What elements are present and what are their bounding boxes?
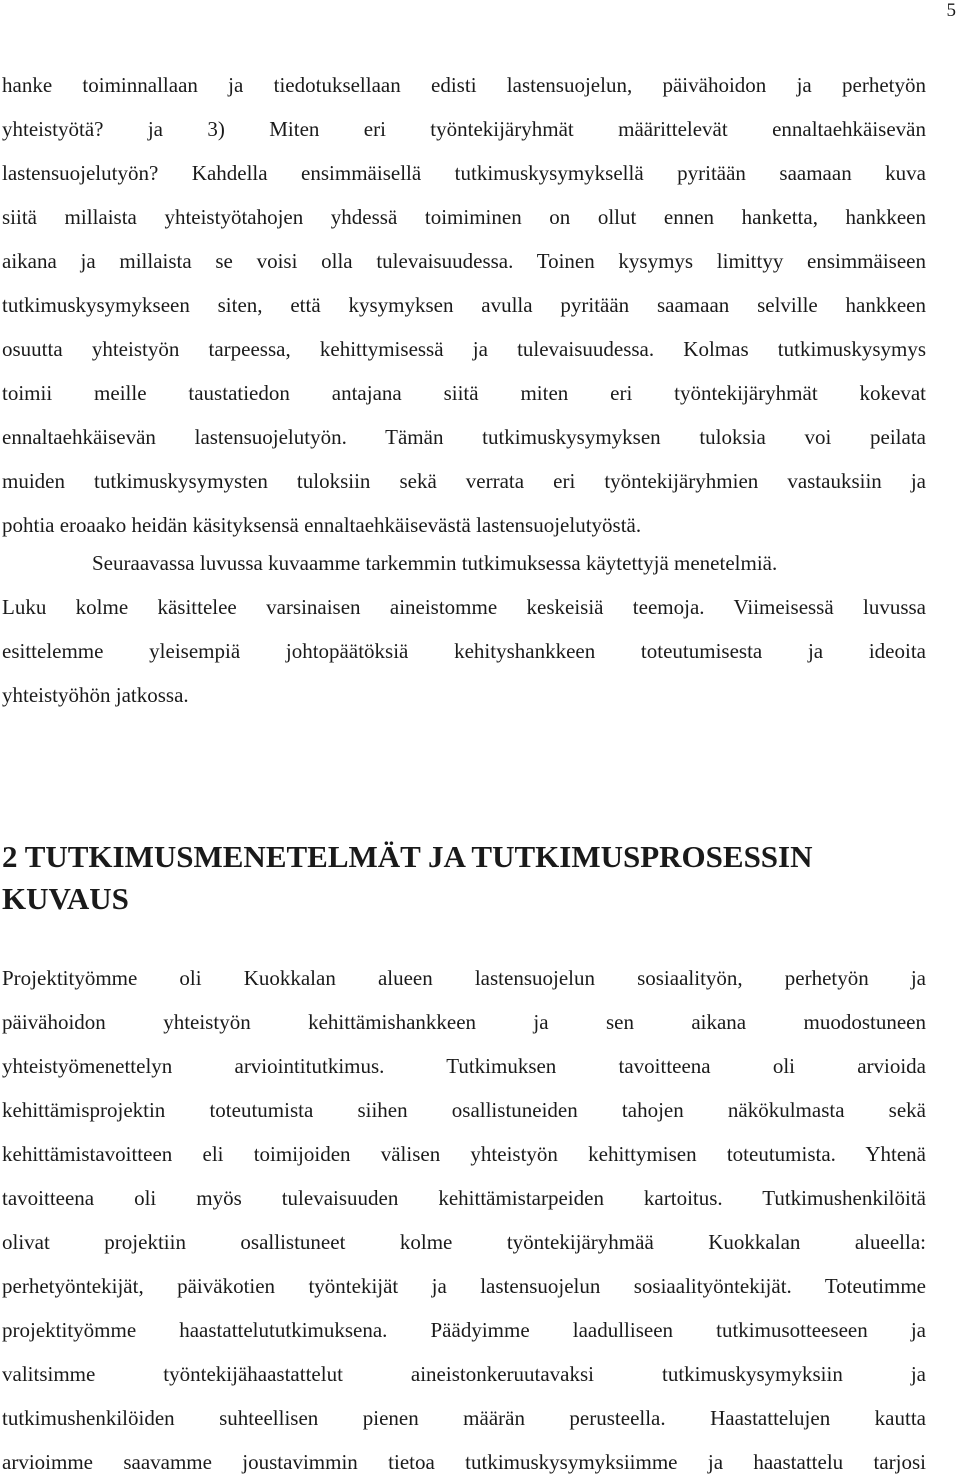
text-line: toimii meille taustatiedon antajana siitä miten eri työntekijäryhmät kokevat [2,381,926,405]
text-line: osuutta yhteistyön tarpeessa, kehittymisessä ja tulevaisuudessa. Kolmas tutkimuskysymys [2,337,926,361]
text-line: arvioimme saavamme joustavimmin tietoa tutkimuskysymyksiimme ja haastattelu tarjosi [2,1450,926,1474]
chapter-heading-line: KUVAUS [2,881,129,916]
text-line: tutkimuskysymykseen siten, että kysymyksen avulla pyritään saamaan selville hankkeen [2,293,926,317]
text-line: muiden tutkimuskysymysten tuloksiin sekä verrata eri työntekijäryhmien vastauksiin ja [2,469,926,493]
text-line: aikana ja millaista se voisi olla tulevaisuudessa. Toinen kysymys limittyy ensimmäiseen [2,249,926,273]
text-line: yhteistyömenettelyn arviointitutkimus. Tutkimuksen tavoitteena oli arvioida [2,1054,926,1078]
text-line: Seuraavassa luvussa kuvaamme tarkemmin tutkimuksessa käytettyjä menetelmiä. [92,551,778,575]
text-line: ennaltaehkäisevän lastensuojelutyön. Tämän tutkimuskysymyksen tuloksia voi peilata [2,425,926,449]
paragraph-research-questions [2,63,926,547]
text-line: valitsimme työntekijähaastattelut aineistonkeruutavaksi tutkimuskysymyksiin ja [2,1362,926,1386]
paragraph-project-description [2,956,926,1484]
text-line: Projektityömme oli Kuokkalan alueen lastensuojelun sosiaalityön, perhetyön ja [2,966,926,990]
text-line: lastensuojelutyön? Kahdella ensimmäisellä tutkimuskysymyksellä pyritään saamaan kuva [2,161,926,185]
chapter-heading [2,836,926,920]
text-line: projektityömme haastattelututkimuksena. Päädyimme laadulliseen tutkimusotteeseen ja [2,1318,926,1342]
text-line: esittelemme yleisempiä johtopäätöksiä kehityshankkeen toteutumisesta ja ideoita [2,639,926,663]
text-line: hanke toiminnallaan ja tiedotuksellaan edisti lastensuojelun, päivähoidon ja perhetyön [2,73,926,97]
text-line: tavoitteena oli myös tulevaisuuden kehittämistarpeiden kartoitus. Tutkimushenkilöitä [2,1186,926,1210]
text-line: olivat projektiin osallistuneet kolme työntekijäryhmää Kuokkalan alueella: [2,1230,926,1254]
text-line: Luku kolme käsittelee varsinaisen aineistomme keskeisiä teemoja. Viimeisessä luvussa [2,595,926,619]
text-line: pohtia eroaako heidän käsityksensä ennaltaehkäisevästä lastensuojelutyöstä. [2,513,642,537]
text-line: kehittämisprojektin toteutumista siihen osallistuneiden tahojen näkökulmasta sekä [2,1098,926,1122]
text-line: yhteistyöhön jatkossa. [2,683,189,707]
page-number: 5 [946,0,956,21]
text-line: perhetyöntekijät, päiväkotien työntekijät ja lastensuojelun sosiaalityöntekijät. Toteutimme [2,1274,926,1298]
text-line: siitä millaista yhteistyötahojen yhdessä toimiminen on ollut ennen hanketta, hankkeen [2,205,926,229]
text-line: kehittämistavoitteen eli toimijoiden välisen yhteistyön kehittymisen toteutumista. Yhtenä [2,1142,926,1166]
paragraph-chapter-overview [2,541,926,717]
text-line: päivähoidon yhteistyön kehittämishankkeen ja sen aikana muodostuneen [2,1010,926,1034]
chapter-heading-line: 2 TUTKIMUSMENETELMÄT JA TUTKIMUSPROSESSIN [2,839,813,874]
text-line: yhteistyötä? ja 3) Miten eri työntekijäryhmät määrittelevät ennaltaehkäisevän [2,117,926,141]
text-line: tutkimushenkilöiden suhteellisen pienen määrän perusteella. Haastattelujen kautta [2,1406,926,1430]
